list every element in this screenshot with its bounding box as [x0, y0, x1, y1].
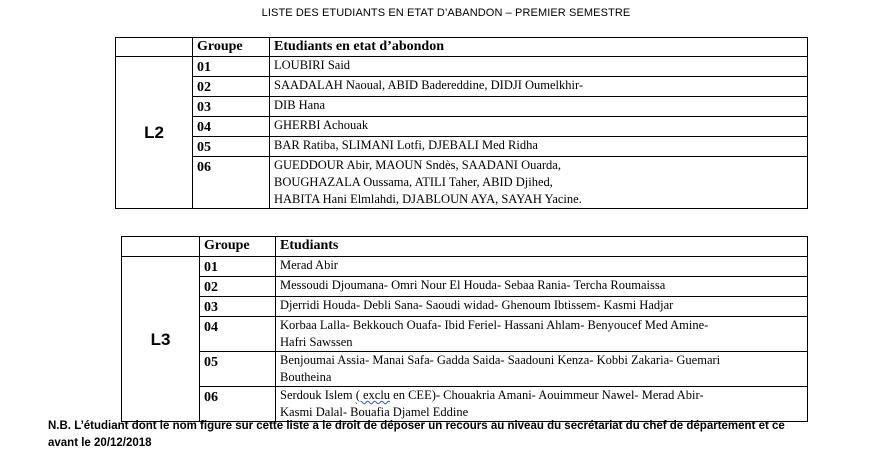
group-row	[122, 297, 808, 317]
group-row	[116, 97, 808, 117]
group-number: 02	[193, 77, 270, 97]
students-cell	[270, 57, 808, 77]
student-names-line: LOUBIRI Said	[274, 58, 351, 72]
l2-abandon-table	[115, 37, 808, 209]
nb-note-line: avant le 20/12/2018	[48, 437, 152, 449]
document-title: LISTE DES ETUDIANTS EN ETAT D’ABANDON – PREMIER SEMESTRE	[261, 7, 631, 19]
students-cell	[270, 77, 808, 97]
student-names-line: Korbaa Lalla- Bekkouch Ouafa- Ibid Feriel- Hassani Ahlam- Benyoucef Med Amine-	[280, 318, 709, 332]
group-row	[116, 137, 808, 157]
student-names-line: DIB Hana	[274, 98, 326, 112]
group-row	[122, 277, 808, 297]
student-names-line: Hafri Sawssen	[280, 335, 353, 349]
student-names-line: Serdouk Islem ( exclu en CEE)- Chouakria Amani- Aouimmeur Nawel- Merad Abir-	[280, 388, 704, 402]
group-number: 03	[200, 297, 276, 317]
l2-header-groupe: Groupe	[193, 38, 270, 57]
l3-header-row	[122, 237, 808, 257]
group-row	[122, 387, 808, 422]
student-names-line: Messoudi Djoumana- Omri Nour El Houda- Sebaa Rania- Tercha Roumaissa	[280, 278, 666, 292]
students-cell	[276, 352, 808, 387]
header-empty-cell	[116, 38, 193, 57]
student-names-line: BOUGHAZALA Oussama, ATILI Taher, ABID Djihed,	[274, 175, 553, 189]
students-cell	[276, 277, 808, 297]
group-row	[116, 157, 808, 209]
group-number: 04	[200, 317, 276, 352]
group-row	[122, 257, 808, 277]
level-label: L2	[116, 57, 193, 209]
students-cell	[276, 387, 808, 422]
group-row	[122, 352, 808, 387]
nb-note-line: N.B. L’étudiant dont le nom figure sur cette liste a le droit de déposer un recours au niveau du secrétariat du chef de département et ce	[48, 420, 785, 432]
student-names-line: Boutheina	[280, 370, 332, 384]
student-names-line: Benjoumai Assia- Manai Safa- Gadda Saida- Saadouni Kenza- Kobbi Zakaria- Guemari	[280, 353, 721, 367]
group-row	[116, 57, 808, 77]
student-names-line: Merad Abir	[280, 258, 338, 272]
l3-header-groupe: Groupe	[200, 237, 276, 257]
student-names-line: SAADALAH Naoual, ABID Badereddine, DIDJI Oumelkhir-	[274, 78, 584, 92]
students-cell	[270, 157, 808, 209]
l2-header-row	[116, 38, 808, 57]
student-names-line: Kasmi Dalal- Bouafia Djamel Eddine	[280, 405, 469, 419]
student-names-line: GUEDDOUR Abir, MAOUN Sndès, SAADANI Ouarda,	[274, 158, 561, 172]
group-number: 01	[193, 57, 270, 77]
group-number: 06	[200, 387, 276, 422]
group-number: 01	[200, 257, 276, 277]
l3-abandon-table	[121, 236, 808, 422]
students-cell	[270, 137, 808, 157]
l2-header-students: Etudiants en etat d’abondon	[270, 38, 808, 57]
l3-table-body	[122, 237, 808, 422]
group-row	[116, 117, 808, 137]
group-row	[116, 77, 808, 97]
header-empty-cell	[122, 237, 200, 257]
students-cell	[276, 317, 808, 352]
student-names-line: Djerridi Houda- Debli Sana- Saoudi widad- Ghenoum Ibtissem- Kasmi Hadjar	[280, 298, 674, 312]
nb-note	[48, 418, 868, 452]
group-number: 02	[200, 277, 276, 297]
group-number: 05	[193, 137, 270, 157]
level-label: L3	[122, 257, 200, 422]
students-cell	[270, 117, 808, 137]
group-number: 05	[200, 352, 276, 387]
l2-table-body	[116, 38, 808, 209]
students-cell	[276, 257, 808, 277]
spellcheck-underline: ( exclu	[355, 388, 391, 402]
group-number: 03	[193, 97, 270, 117]
group-number: 04	[193, 117, 270, 137]
student-names-line: GHERBI Achouak	[274, 118, 369, 132]
student-names-line: HABITA Hani Elmlahdi, DJABLOUN AYA, SAYAH Yacine.	[274, 192, 582, 206]
students-cell	[276, 297, 808, 317]
l3-header-students: Etudiants	[276, 237, 808, 257]
student-names-line: BAR Ratiba, SLIMANI Lotfi, DJEBALI Med Ridha	[274, 138, 538, 152]
students-cell	[270, 97, 808, 117]
group-number: 06	[193, 157, 270, 209]
group-row	[122, 317, 808, 352]
